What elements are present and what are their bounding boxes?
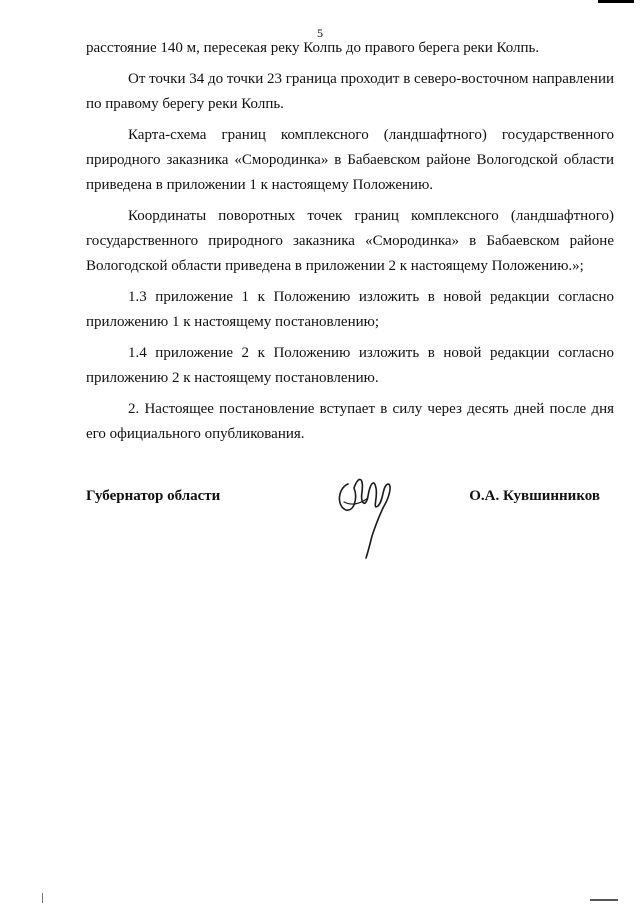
scan-artifact-left — [42, 893, 43, 903]
paragraph-1: расстояние 140 м, пересекая реку Колпь до правого берега реки Колпь. — [86, 40, 540, 56]
paragraph-2: От точки 34 до точки 23 граница проходит в северо-восточном направлении по правому берегу реки Колпь. — [86, 71, 614, 112]
signatory-position: Губернатор области — [86, 488, 221, 504]
scan-artifact-bottom — [590, 899, 618, 901]
paragraph-4: Координаты поворотных точек границ комплексного (ландшафтного) государственного природного заказника «Смородинка» в Бабаевском районе Вологодской области приведена в приложении 2 к настоящему Положению.»; — [86, 208, 614, 274]
handwritten-signature — [332, 462, 402, 562]
paragraph-3: Карта-схема границ комплексного (ландшафтного) государственного природного заказника «Смородинка» в Бабаевском районе Вологодской области приведена в приложении 1 к настоящему Положению. — [86, 127, 614, 193]
paragraph-5: 1.3 приложение 1 к Положению изложить в новой редакции согласно приложению 1 к настоящему постановлению; — [86, 289, 614, 330]
paragraph-7: 2. Настоящее постановление вступает в силу через десять дней после дня его официального опубликования. — [86, 401, 614, 442]
signatory-name: О.А. Кувшинников — [469, 488, 600, 504]
document-body — [86, 36, 614, 453]
page-number: 5 — [317, 26, 323, 40]
paragraph-6: 1.4 приложение 2 к Положению изложить в новой редакции согласно приложению 2 к настоящему постановлению. — [86, 345, 614, 386]
scan-artifact-top — [598, 0, 634, 3]
